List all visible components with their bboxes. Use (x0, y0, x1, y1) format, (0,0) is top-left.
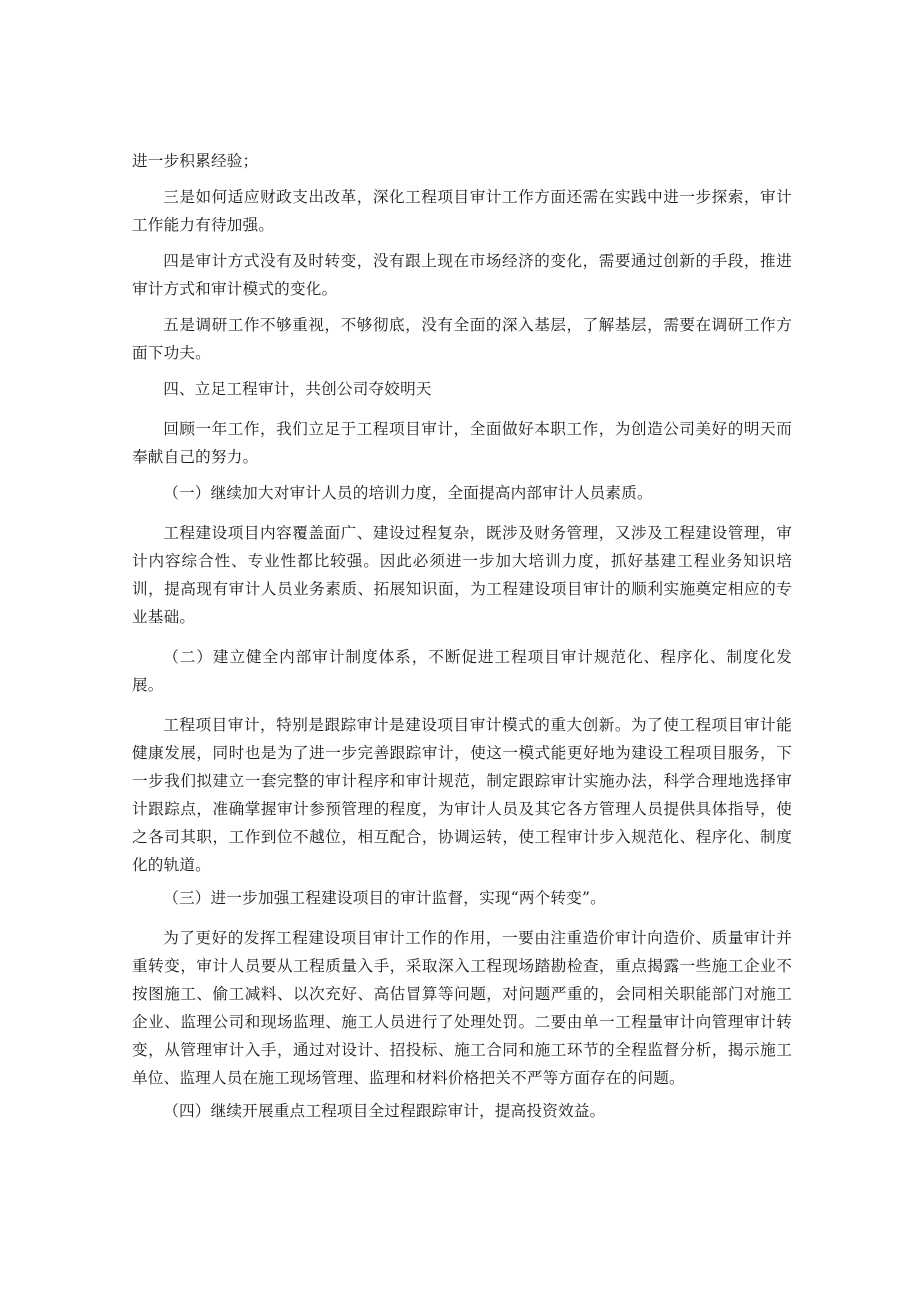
document-body (132, 147, 792, 1125)
paragraph-continuation: 进一步积累经验； (132, 152, 259, 170)
subheading-four: （四）继续开展重点工程项目全过程跟踪审计，提高投资效益。 (163, 1102, 606, 1120)
paragraph-review: 回顾一年工作，我们立足于工程项目审计，全面做好本职工作，为创造公司美好的明天而奉献自己的努力。 (132, 420, 792, 466)
paragraph-supervision: 为了更好的发挥工程建设项目审计工作的作用，一要由注重造价审计向造价、质量审计并重转变，审计人员要从工程质量入手，采取深入工程现场踏勘检查，重点揭露一些施工企业不按图施工、偷工减料、以次充好、高估冒算等问题，对问题严重的，会同相关职能部门对施工企业、监理公司和现场监理、施工人员进行了处理处罚。二要由单一工程量审计向管理审计转变，从管理审计入手，通过对设计、招投标、施工合同和施工环节的全程监督分析，揭示施工单位、监理人员在施工现场管理、监理和材料价格把关不严等方面存在的问题。 (132, 929, 792, 1087)
paragraph-training: 工程建设项目内容覆盖面广、建设过程复杂，既涉及财务管理，又涉及工程建设管理，审计内容综合性、专业性都比较强。因此必须进一步加大培训力度，抓好基建工程业务知识培训，提高现有审计人员业务素质、拓展知识面，为工程建设项目审计的顺利实施奠定相应的专业基础。 (132, 524, 792, 626)
subheading-one: （一）继续加大对审计人员的培训力度，全面提高内部审计人员素质。 (163, 484, 653, 502)
subheading-three: （三）进一步加强工程建设项目的审计监督，实现“两个转变”。 (163, 889, 606, 907)
section-heading-four: 四、立足工程审计，共创公司夺姣明天 (163, 380, 432, 398)
paragraph-issue-five: 五是调研工作不够重视，不够彻底，没有全面的深入基层，了解基层，需要在调研工作方面下功夫。 (132, 316, 792, 362)
paragraph-issue-four: 四是审计方式没有及时转变，没有跟上现在市场经济的变化，需要通过创新的手段，推进审计方式和审计模式的变化。 (132, 252, 792, 298)
paragraph-issue-three: 三是如何适应财政支出改革，深化工程项目审计工作方面还需在实践中进一步探索，审计工作能力有待加强。 (132, 188, 792, 234)
paragraph-system: 工程项目审计，特别是跟踪审计是建设项目审计模式的重大创新。为了使工程项目审计能健康发展，同时也是为了进一步完善跟踪审计，使这一模式能更好地为建设工程项目服务，下一步我们拟建立一套完整的审计程序和审计规范，制定跟踪审计实施办法，科学合理地选择审计跟踪点，准确掌握审计参预管理的程度，为审计人员及其它各方管理人员提供具体指导，使之各司其职，工作到位不越位，相互配合，协调运转，使工程审计步入规范化、程序化、制度化的轨道。 (132, 716, 792, 874)
subheading-two: （二）建立健全内部审计制度体系，不断促进工程项目审计规范化、程序化、制度化发展。 (132, 648, 792, 694)
